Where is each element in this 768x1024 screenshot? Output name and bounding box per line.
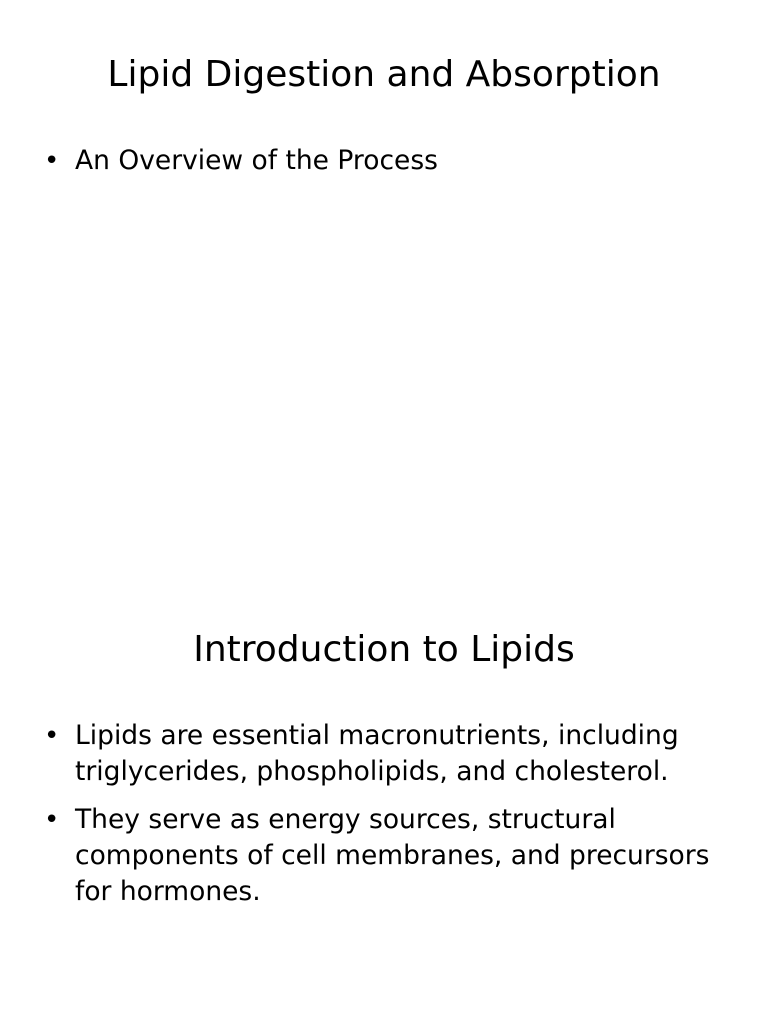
bullet-text: Lipids are essential macronutrients, including triglycerides, phospholipids, and cholesterol. bbox=[75, 720, 679, 787]
slide-2 bbox=[0, 576, 768, 1024]
bullet-dot-icon: • bbox=[44, 805, 60, 835]
bullet-item bbox=[44, 802, 724, 910]
bullet-list bbox=[44, 718, 724, 922]
bullet-text: They serve as energy sources, structural components of cell membranes, and precursors for hormones. bbox=[75, 804, 710, 907]
bullet-list bbox=[44, 143, 724, 191]
bullet-dot-icon: • bbox=[44, 721, 60, 751]
bullet-text: An Overview of the Process bbox=[75, 145, 438, 176]
slide-title: Introduction to Lipids bbox=[193, 629, 575, 670]
slide-title: Lipid Digestion and Absorption bbox=[107, 54, 661, 95]
bullet-item bbox=[44, 718, 724, 790]
bullet-item bbox=[44, 143, 724, 179]
bullet-dot-icon: • bbox=[44, 146, 60, 176]
